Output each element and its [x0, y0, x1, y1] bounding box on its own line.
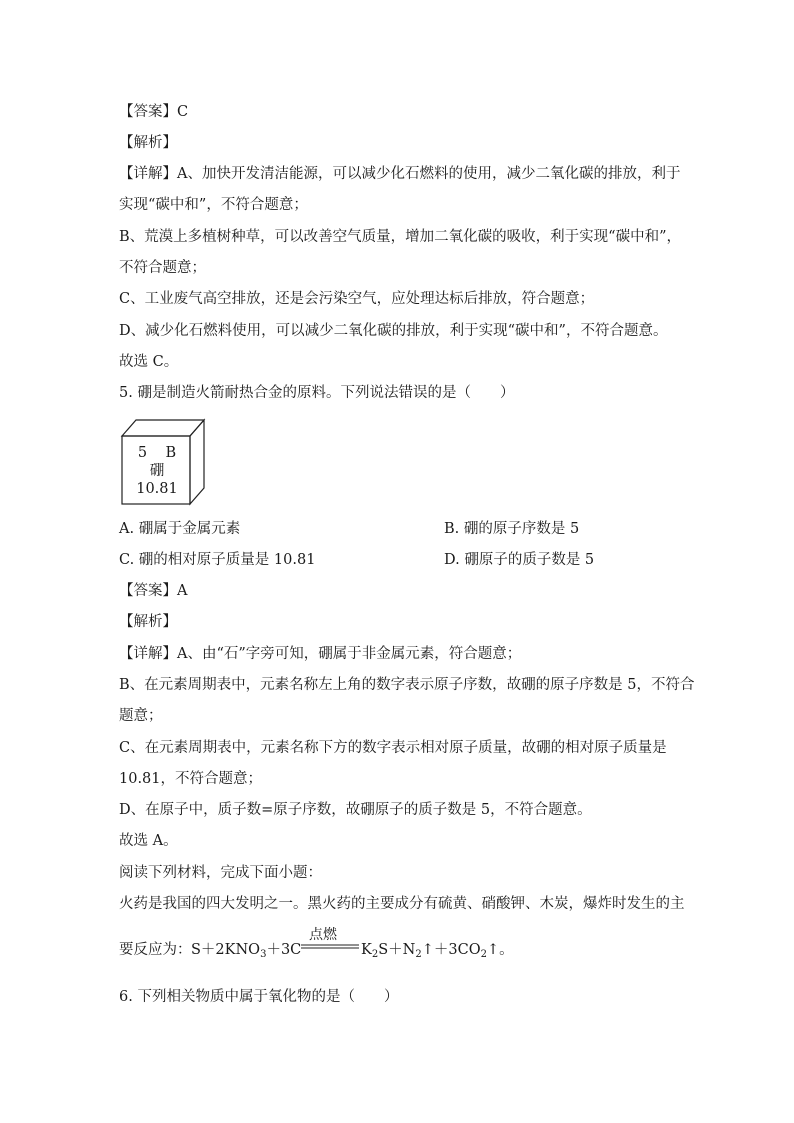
- q5-stem: 5. 硼是制造火箭耐热合金的原料。下列说法错误的是（ ）: [119, 385, 515, 401]
- products-part4: ↑。: [486, 942, 514, 958]
- q5-detail-a: 【详解】A、由“石”字旁可知，硼属于非金属元素，符合题意；: [119, 646, 522, 662]
- products-part1: K: [361, 942, 372, 958]
- q5-analysis-heading: 【解析】: [119, 614, 177, 630]
- element-number-symbol: [122, 445, 192, 462]
- equation-condition: 点燃: [309, 927, 337, 943]
- q4-answer: 【答案】C: [119, 104, 189, 120]
- equation-lead-text: 要反应为：: [119, 942, 192, 958]
- q4-analysis-heading: 【解析】: [119, 135, 177, 151]
- q5-option-d: D. 硼原子的质子数是 5: [444, 552, 595, 568]
- q4-detail-a-line1: 【详解】A、加快开发清洁能源，可以减少化石燃料的使用，减少二氧化碳的排放，利于: [119, 166, 681, 182]
- q5-answer: 【答案】A: [119, 583, 188, 599]
- element-symbol: B: [165, 445, 177, 461]
- q4-detail-d: D、减少化石燃料使用，可以减少二氧化碳的排放，利于实现“碳中和”，不符合题意。: [119, 323, 668, 339]
- q4-detail-b-line1: B、荒漠上多植树种草，可以改善空气质量，增加二氧化碳的吸收，利于实现“碳中和”，: [119, 229, 681, 245]
- q5-detail-b-line1: B、在元素周期表中，元素名称左上角的数字表示原子序数，故硼的原子序数是 5，不符合: [119, 677, 695, 693]
- equation-products: [361, 941, 514, 964]
- q5-option-a: A. 硼属于金属元素: [119, 521, 241, 537]
- reactants-subscript: 3: [260, 949, 267, 960]
- q5-option-c: C. 硼的相对原子质量是 10.81: [119, 552, 316, 568]
- q5-option-b: B. 硼的原子序数是 5: [444, 521, 580, 537]
- equation-equal-sign: [301, 944, 359, 950]
- products-subscript-2: 2: [415, 949, 422, 960]
- products-subscript-1: 2: [371, 949, 379, 960]
- material-intro: 阅读下列材料，完成下面小题：: [119, 865, 322, 881]
- q5-detail-c-line2: 10.81，不符合题意；: [119, 771, 263, 787]
- q4-detail-b-line2: 不符合题意；: [119, 260, 206, 276]
- q4-detail-a-line2: 实现“碳中和”，不符合题意；: [119, 197, 308, 213]
- element-atomic-mass: 10.81: [136, 481, 178, 497]
- equation-reactants: [191, 941, 301, 964]
- q5-detail-d: D、在原子中，质子数=原子序数，故硼原子的质子数是 5，不符合题意。: [119, 802, 592, 818]
- products-subscript-3: 2: [480, 949, 487, 960]
- q5-detail-c-line1: C、在元素周期表中，元素名称下方的数字表示相对原子质量，故硼的相对原子质量是: [119, 740, 667, 756]
- reactants-part2: ＋3C: [266, 942, 302, 958]
- element-atomic-number: 5: [137, 445, 148, 461]
- q5-detail-b-line2: 题意；: [119, 708, 163, 724]
- q5-conclusion: 故选 A。: [119, 833, 178, 849]
- q4-detail-c: C、工业废气高空排放，还是会污染空气，应处理达标后排放，符合题意；: [119, 291, 595, 307]
- products-part3: ↑＋3CO: [421, 942, 481, 958]
- reaction-equation: [119, 927, 514, 968]
- element-cube-figure: [118, 418, 208, 510]
- q4-conclusion: 故选 C。: [119, 354, 179, 370]
- products-part2: S＋N: [378, 942, 416, 958]
- material-text-line1: 火药是我国的四大发明之一。黑火药的主要成分有硫黄、硝酸钾、木炭，爆炸时发生的主: [119, 896, 685, 912]
- q6-stem: 6. 下列相关物质中属于氧化物的是（ ）: [119, 989, 399, 1005]
- reactants-part1: S＋2KNO: [191, 942, 261, 958]
- element-name: 硼: [149, 463, 165, 479]
